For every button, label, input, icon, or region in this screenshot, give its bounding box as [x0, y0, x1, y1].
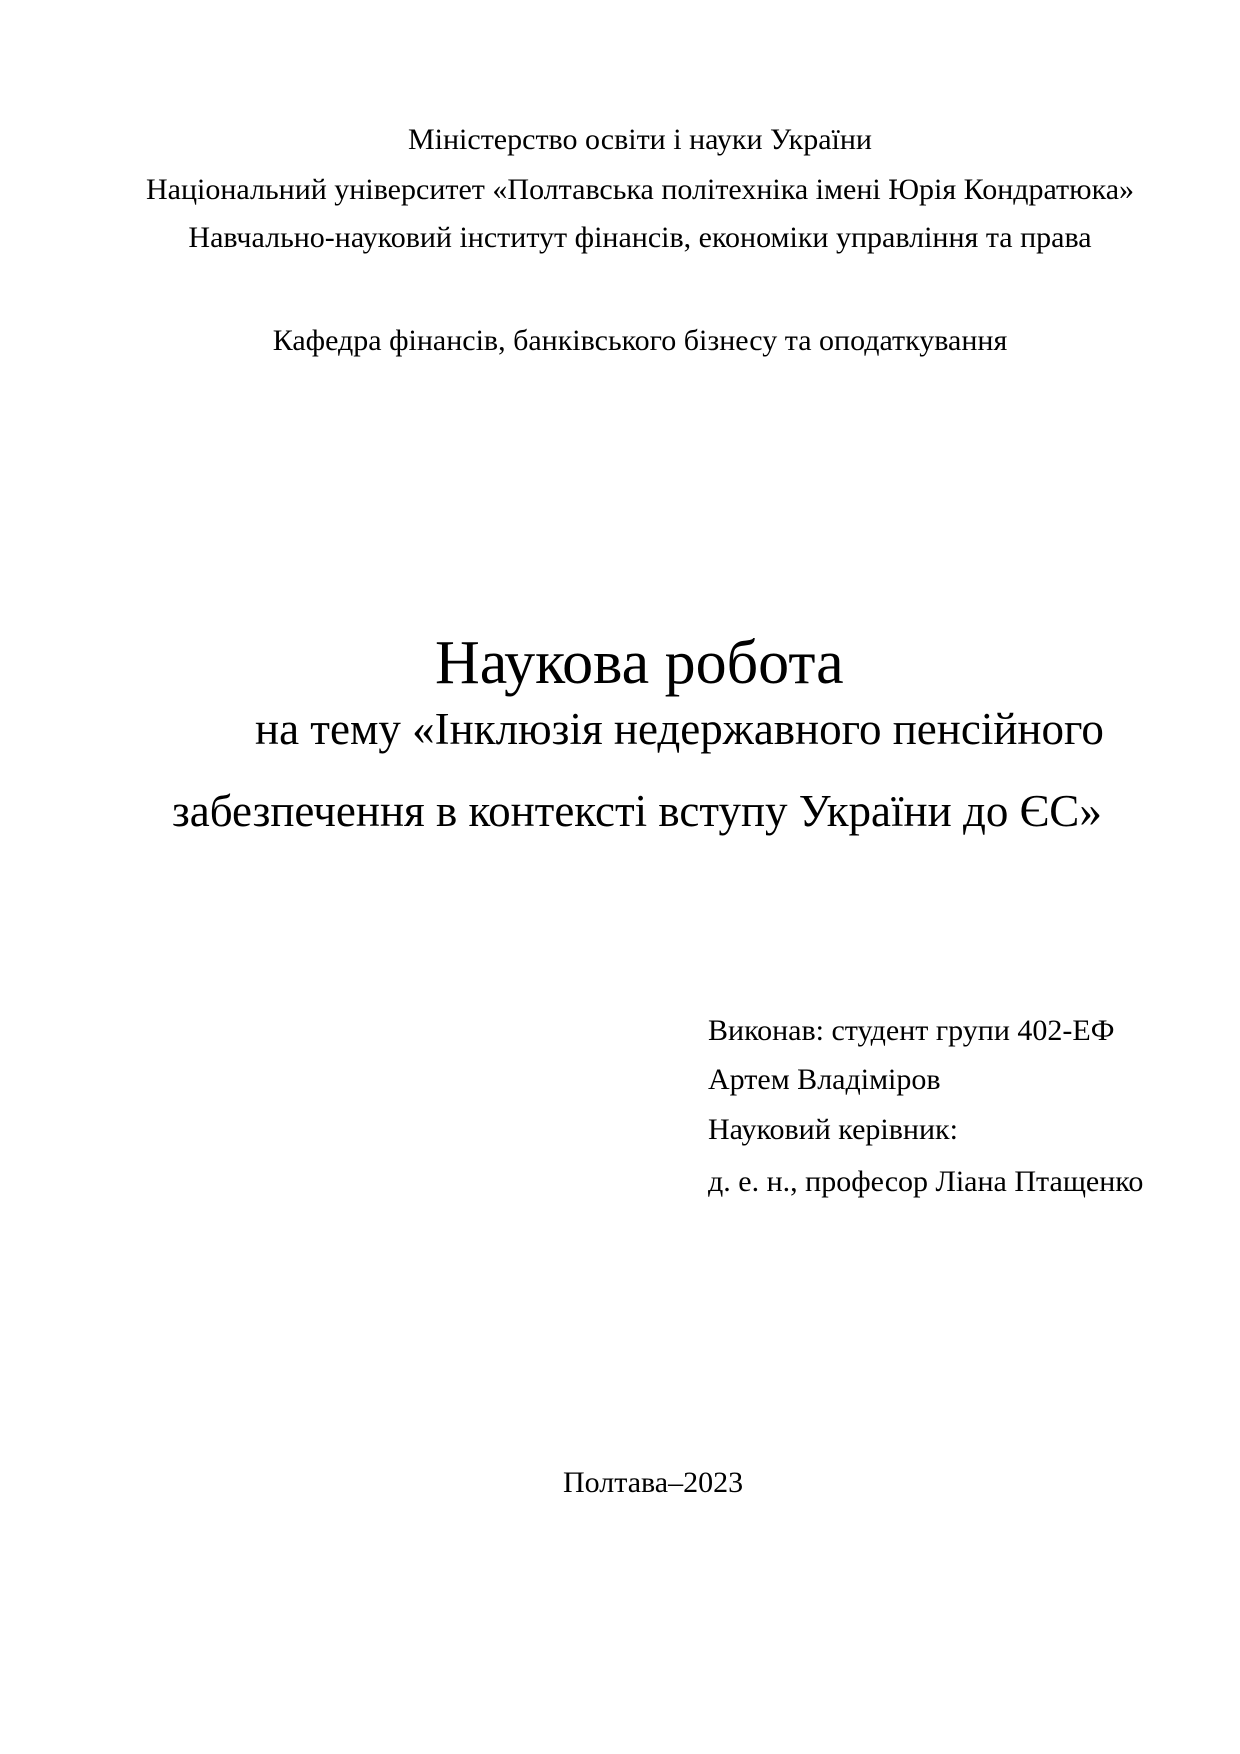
author-name-line: Артем Владіміров: [708, 1063, 941, 1096]
ministry-line: Міністерство освіти і науки України: [407, 123, 872, 156]
department-line: Кафедра фінансів, банківського бізнесу та оподаткування: [272, 324, 1008, 357]
university-line: Національний університет «Полтавська політехніка імені Юрія Кондратюка»: [145, 173, 1135, 206]
city-year-line: Полтава–2023: [563, 1466, 744, 1499]
supervisor-name-line: д. е. н., професор Ліана Птащенко: [708, 1165, 1144, 1198]
work-topic-line-1: на тему «Інклюзія недержавного пенсійного: [255, 704, 1104, 754]
performed-by-line: Виконав: студент групи 402-ЕФ: [708, 1014, 1115, 1047]
work-title: Наукова робота: [435, 629, 844, 697]
institute-line: Навчально-науковий інститут фінансів, економіки управління та права: [188, 221, 1092, 254]
work-topic-line-2: забезпечення в контексті вступу України до ЄС»: [172, 786, 1102, 836]
supervisor-label-line: Науковий керівник:: [708, 1113, 958, 1146]
